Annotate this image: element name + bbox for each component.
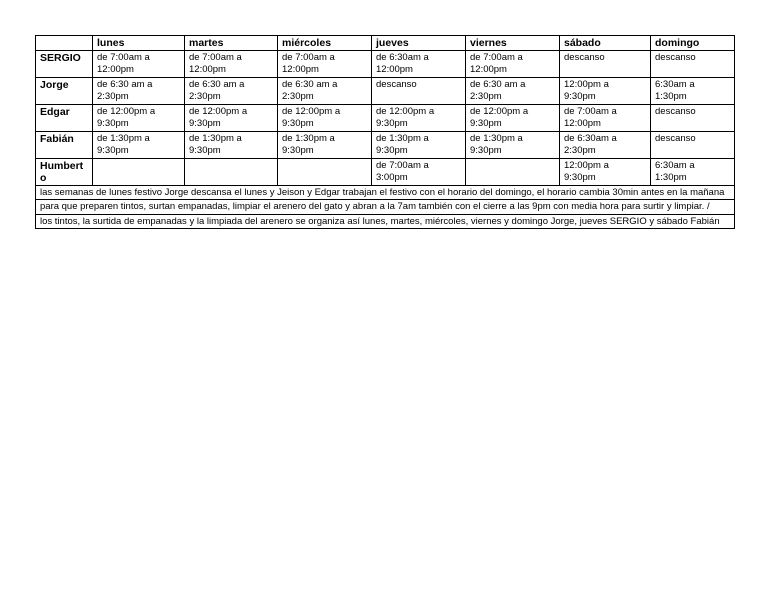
shift-cell: de 1:30pm a 9:30pm xyxy=(278,131,372,158)
shift-cell: de 12:00pm a 9:30pm xyxy=(93,104,185,131)
shift-cell: 12:00pm a 9:30pm xyxy=(560,158,651,185)
shift-cell: 6:30am a 1:30pm xyxy=(651,77,735,104)
shift-cell: de 12:00pm a 9:30pm xyxy=(278,104,372,131)
shift-cell: 12:00pm a 9:30pm xyxy=(560,77,651,104)
shift-cell: de 6:30 am a 2:30pm xyxy=(185,77,278,104)
shift-cell: descanso xyxy=(651,131,735,158)
employee-row-edgar xyxy=(36,104,735,131)
shift-cell: de 12:00pm a 9:30pm xyxy=(372,104,466,131)
shift-cell: de 6:30am a 12:00pm xyxy=(372,50,466,77)
day-header-martes: martes xyxy=(185,36,278,51)
shift-cell: de 6:30 am a 2:30pm xyxy=(278,77,372,104)
day-header-domingo: domingo xyxy=(651,36,735,51)
employee-name: Edgar xyxy=(36,104,93,131)
shift-cell xyxy=(466,158,560,185)
employee-row-humberto xyxy=(36,158,735,185)
note-row-holiday xyxy=(36,185,735,200)
header-row xyxy=(36,36,735,51)
schedule-table xyxy=(35,35,735,229)
shift-cell: de 7:00am a 12:00pm xyxy=(466,50,560,77)
note-text: para que preparen tintos, surtan empanadas, limpiar el arenero del gato y abran a la 7am también con el cierre a las 9pm con media hora para surtir y limpiar. / xyxy=(36,200,735,215)
employee-row-jorge xyxy=(36,77,735,104)
shift-cell: de 12:00pm a 9:30pm xyxy=(466,104,560,131)
shift-cell: 6:30am a 1:30pm xyxy=(651,158,735,185)
day-header-sabado: sábado xyxy=(560,36,651,51)
shift-cell: de 6:30am a 2:30pm xyxy=(560,131,651,158)
note-row-chores xyxy=(36,214,735,229)
note-text: las semanas de lunes festivo Jorge descansa el lunes y Jeison y Edgar trabajan el festivo con el horario del domingo, el horario cambia 30min antes en la mañana xyxy=(36,185,735,200)
shift-cell: de 7:00am a 3:00pm xyxy=(372,158,466,185)
shift-cell: descanso xyxy=(372,77,466,104)
employee-row-sergio xyxy=(36,50,735,77)
shift-cell: de 7:00am a 12:00pm xyxy=(560,104,651,131)
shift-cell: de 6:30 am a 2:30pm xyxy=(466,77,560,104)
employee-name: Humbert o xyxy=(36,158,93,185)
shift-cell: descanso xyxy=(651,104,735,131)
shift-cell xyxy=(185,158,278,185)
corner-cell xyxy=(36,36,93,51)
note-text: los tintos, la surtida de empanadas y la limpiada del arenero se organiza así lunes, martes, miércoles, viernes y domingo Jorge, jueves SERGIO y sábado Fabián xyxy=(36,214,735,229)
employee-name: Fabián xyxy=(36,131,93,158)
shift-cell: de 1:30pm a 9:30pm xyxy=(466,131,560,158)
employee-name: SERGIO xyxy=(36,50,93,77)
note-row-opening xyxy=(36,200,735,215)
day-header-lunes: lunes xyxy=(93,36,185,51)
shift-cell: de 7:00am a 12:00pm xyxy=(93,50,185,77)
shift-cell: descanso xyxy=(560,50,651,77)
employee-name: Jorge xyxy=(36,77,93,104)
shift-cell xyxy=(93,158,185,185)
shift-cell: de 1:30pm a 9:30pm xyxy=(185,131,278,158)
day-header-miercoles: miércoles xyxy=(278,36,372,51)
shift-cell xyxy=(278,158,372,185)
day-header-viernes: viernes xyxy=(466,36,560,51)
employee-row-fabian xyxy=(36,131,735,158)
shift-cell: descanso xyxy=(651,50,735,77)
shift-cell: de 1:30pm a 9:30pm xyxy=(372,131,466,158)
shift-cell: de 12:00pm a 9:30pm xyxy=(185,104,278,131)
shift-cell: de 6:30 am a 2:30pm xyxy=(93,77,185,104)
shift-cell: de 7:00am a 12:00pm xyxy=(278,50,372,77)
day-header-jueves: jueves xyxy=(372,36,466,51)
shift-cell: de 1:30pm a 9:30pm xyxy=(93,131,185,158)
shift-cell: de 7:00am a 12:00pm xyxy=(185,50,278,77)
